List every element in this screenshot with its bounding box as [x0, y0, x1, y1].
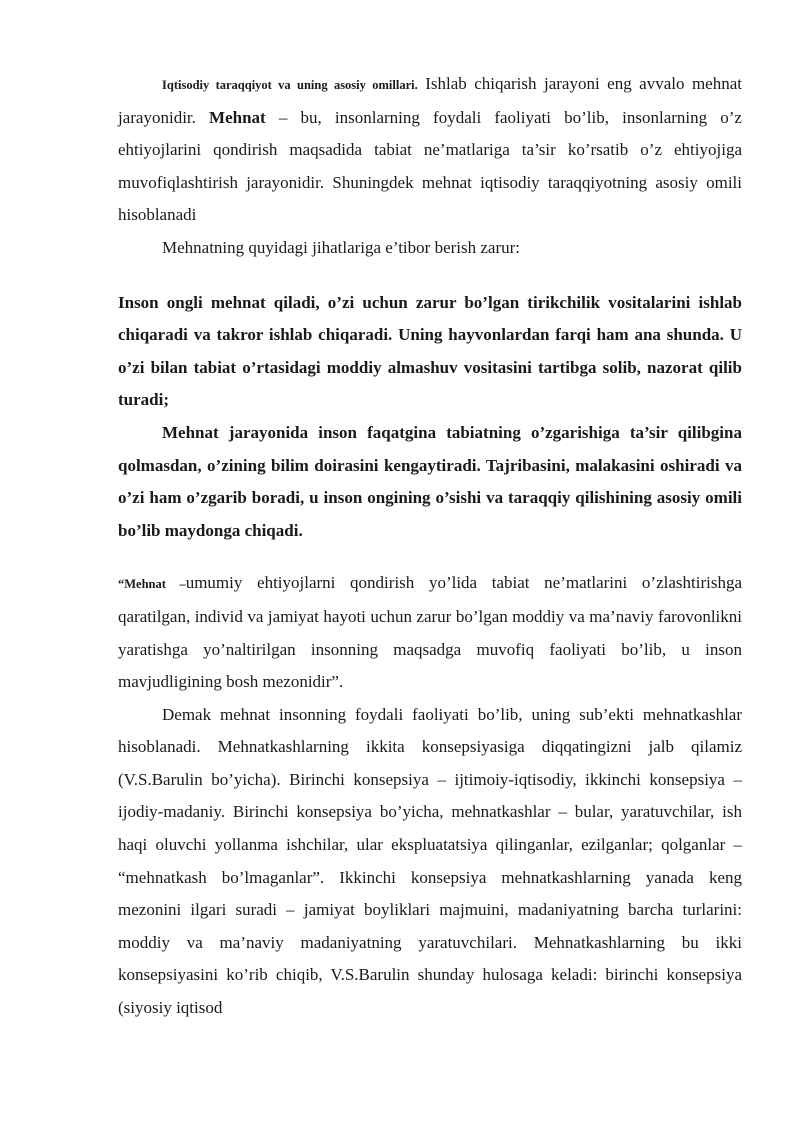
paragraph-intro-text-1: Ishlab chiqarish jarayoni eng avvalo mehnat jarayonidir.: [118, 74, 742, 127]
spacer: [118, 265, 742, 287]
paragraph-intro-text-2: – bu, insonlarning foydali faoliyati bo’lib, insonlarning o’z ehtiyojlarini qondirish maqsadida tabiat ne’matlariga ta’sir ko’rsatib o’z ehtiyojiga muvofiqlashtirish jarayonidir. Shuningdek mehnat iqtisodiy taraqqiyotning asosiy omili hisoblanadi: [118, 107, 742, 225]
term-mehnat: Mehnat: [209, 107, 266, 127]
paragraph-concepts: Demak mehnat insonning foydali faoliyati bo’lib, uning sub’ekti mehnatkashlar hisoblanadi. Mehnatkashlarning ikkita konsepsiyasiga diqqatingizni jalb qilamiz (V.S.Barulin bo’yicha). Birinchi konsepsiya – ijtimoiy-iqtisodiy, ikkinchi konsepsiya – ijodiy-madaniy. Birinchi konsepsiya bo’yicha, mehnatkashlar – bular, yaratuvchilar, ish haqi oluvchi yollanma ishchilar, ular ekspluatatsiya qilinganlar, ezilganlar; qolganlar – “mehnatkash bo’lmaganlar”. Ikkinchi konsepsiya mehnatkashlarning yanada keng mezonini ilgari suradi – jamiyat boyliklari majmuini, madaniyatning barcha turlarini: moddiy va ma’naviy madaniyatning yaratuvchilari. Mehnatkashlarning bu ikki konsepsiyasini ko’rib chiqib, V.S.Barulin shunday hulosaga keladi: birinchi konsepsiya (siyosiy iqtisod: [118, 704, 742, 1018]
section-heading: Iqtisodiy taraqqiyot va uning asosiy omillari.: [162, 78, 418, 92]
paragraph-aspects-intro: Mehnatning quyidagi jihatlariga e’tibor berish zarur:: [162, 237, 520, 257]
definition-text: umumiy ehtiyojlarni qondirish yo’lida tabiat ne’matlarini o’zlashtirishga qaratilgan, individ va jamiyat hayoti uchun zarur bo’lgan moddiy va ma’naviy farovonlikni yaratishga yo’naltirilgan insonning maqsadga muvofiq faoliyati bo’lib, u inson mavjudligining bosh mezonidir”.: [118, 573, 742, 692]
paragraph-intro: [118, 68, 742, 232]
document-page: [118, 68, 742, 1025]
paragraph-definition: [118, 567, 742, 698]
paragraph-labor-process: Mehnat jarayonida inson faqatgina tabiatning o’zgarishiga ta’sir qilibgina qolmasdan, o’zining bilim doirasini kengaytiradi. Tajribasini, malakasini oshiradi va o’zi ham o’zgarib boradi, u inson ongining o’sishi va taraqqiy qilishining asosiy omili bo’lib maydonga chiqadi.: [118, 422, 742, 540]
definition-term: “Mehnat –: [118, 577, 186, 592]
spacer: [118, 547, 742, 567]
paragraph-conscious-labor: Inson ongli mehnat qiladi, o’zi uchun zarur bo’lgan tirikchilik vositalarini ishlab chiqaradi va takror ishlab chiqaradi. Uning hayvonlardan farqi ham ana shunda. U o’zi bilan tabiat o’rtasidagi moddiy almashuv vositasini tartibga solib, nazorat qilib turadi;: [118, 292, 742, 410]
